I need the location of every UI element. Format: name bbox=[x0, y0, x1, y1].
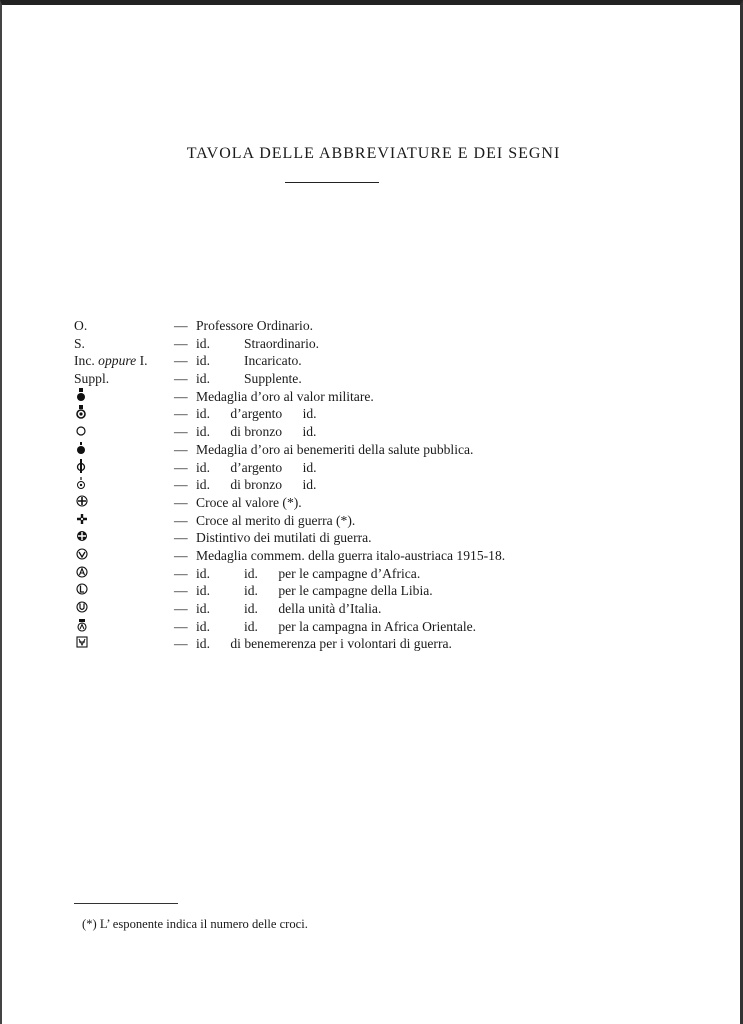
dash: — bbox=[174, 371, 188, 387]
dash: — bbox=[174, 494, 188, 510]
page-title: TAVOLA DELLE ABBREVIATURE E DEI SEGNI bbox=[186, 145, 561, 162]
description: id. id. per la campagna in Africa Orientale. bbox=[196, 618, 477, 634]
description: id. di bronzo id. bbox=[196, 424, 317, 440]
footnote-rule bbox=[74, 903, 178, 904]
list-item bbox=[74, 582, 714, 600]
list-item bbox=[74, 352, 714, 370]
dash: — bbox=[174, 406, 188, 422]
dash: — bbox=[174, 477, 188, 493]
dash: — bbox=[174, 424, 188, 440]
description: id. di bronzo id. bbox=[196, 477, 317, 493]
dash: — bbox=[174, 353, 188, 369]
list-item bbox=[74, 476, 714, 494]
description: Professore Ordinario. bbox=[196, 318, 314, 333]
abbreviation-alt: oppure bbox=[98, 353, 137, 369]
list-item bbox=[74, 423, 714, 441]
list-item bbox=[74, 441, 714, 459]
description: Croce al merito di guerra (*). bbox=[196, 512, 356, 528]
list-item bbox=[74, 317, 714, 335]
description: id. id. della unità d’Italia. bbox=[196, 601, 382, 616]
description: Distintivo dei mutilati di guerra. bbox=[196, 530, 372, 546]
description: Medaglia d’oro al valor militare. bbox=[196, 388, 374, 404]
list-item bbox=[74, 459, 714, 477]
list-item bbox=[74, 618, 714, 636]
title-underline bbox=[285, 182, 379, 183]
abbreviation-head: Inc. bbox=[74, 353, 95, 369]
list-item bbox=[74, 635, 714, 653]
list-item bbox=[74, 600, 714, 618]
footnote: (*) L’ esponente indica il numero delle croci. bbox=[82, 917, 308, 931]
description: id. di benemerenza per i volontari di guerra. bbox=[196, 636, 452, 652]
description: id. Incaricato. bbox=[196, 353, 302, 369]
description: id. d’argento id. bbox=[196, 406, 317, 422]
abbreviation bbox=[74, 352, 148, 370]
list-item bbox=[74, 512, 714, 530]
list-item bbox=[74, 388, 714, 406]
dash: — bbox=[174, 441, 188, 457]
description: Medaglia commem. della guerra italo-austriaca 1915-18. bbox=[196, 547, 506, 563]
description: Medaglia d’oro ai benemeriti della salute pubblica. bbox=[196, 441, 474, 457]
dash: — bbox=[174, 618, 188, 634]
list-item bbox=[74, 547, 714, 565]
dash: — bbox=[174, 335, 188, 351]
dash: — bbox=[174, 565, 188, 581]
dash: — bbox=[174, 318, 188, 333]
description: id. id. per le campagne d’Africa. bbox=[196, 565, 421, 581]
dash: — bbox=[174, 530, 188, 546]
abbreviation: O. bbox=[74, 318, 88, 333]
list-item bbox=[74, 370, 714, 388]
abbreviation-tail: I. bbox=[139, 353, 148, 369]
dash: — bbox=[174, 583, 188, 599]
dash: — bbox=[174, 636, 188, 652]
list-item bbox=[74, 494, 714, 512]
description: id. Supplente. bbox=[196, 371, 302, 387]
abbreviation: Suppl. bbox=[74, 371, 110, 387]
list-item bbox=[74, 335, 714, 353]
list-item bbox=[74, 405, 714, 423]
dash: — bbox=[174, 388, 188, 404]
description: Croce al valore (*). bbox=[196, 494, 302, 510]
volunteers-medal-icon bbox=[76, 635, 88, 655]
description: id. Straordinario. bbox=[196, 335, 320, 351]
description: id. id. per le campagne della Libia. bbox=[196, 583, 433, 599]
list-item bbox=[74, 565, 714, 583]
abbreviations-list bbox=[74, 317, 714, 653]
dash: — bbox=[174, 512, 188, 528]
dash: — bbox=[174, 601, 188, 616]
list-item bbox=[74, 529, 714, 547]
abbreviation: S. bbox=[74, 335, 85, 351]
description: id. d’argento id. bbox=[196, 459, 317, 475]
dash: — bbox=[174, 547, 188, 563]
dash: — bbox=[174, 459, 188, 475]
